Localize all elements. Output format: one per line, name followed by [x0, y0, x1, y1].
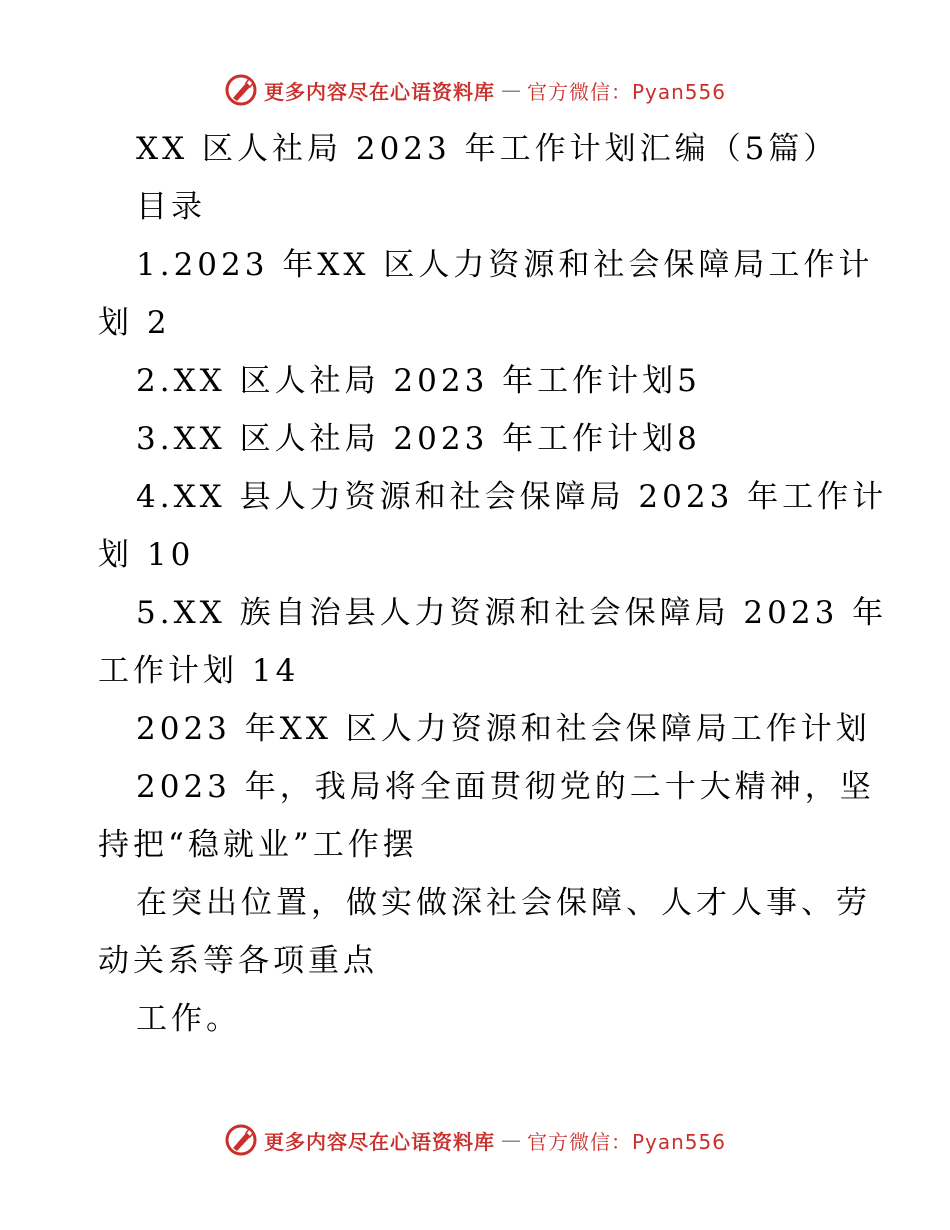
text-line: 3.XX 区人社局 2023 年工作计划8	[136, 421, 701, 457]
banner-wechat: 官方微信：Pyan556	[526, 79, 726, 104]
text-line: 持把“稳就业”工作摆	[98, 827, 418, 863]
banner-dash: —	[500, 1128, 521, 1152]
text-line: 目录	[136, 189, 206, 225]
text-line: 在突出位置，做实做深社会保障、人才人事、劳	[136, 885, 871, 921]
text-line: 2023 年XX 区人力资源和社会保障局工作计划	[136, 711, 871, 747]
text-line: 2023 年，我局将全面贯彻党的二十大精神，坚	[136, 769, 875, 805]
text-line: 划 2	[98, 305, 171, 341]
text-line: 2.XX 区人社局 2023 年工作计划5	[136, 363, 701, 399]
banner-dash: —	[500, 78, 521, 102]
banner-wechat: 官方微信：Pyan556	[526, 1129, 726, 1154]
banner-text: 更多内容尽在心语资料库	[263, 79, 495, 104]
pen-logo-icon	[224, 73, 258, 107]
banner-text: 更多内容尽在心语资料库	[263, 1129, 495, 1154]
pen-logo-icon	[224, 1123, 258, 1157]
text-line: 动关系等各项重点	[98, 943, 378, 979]
text-line: 工作。	[136, 1001, 241, 1037]
text-line: 1.2023 年XX 区人力资源和社会保障局工作计	[136, 247, 874, 283]
header-banner	[0, 70, 950, 110]
text-line: 工作计划 14	[98, 653, 300, 689]
text-line: 5.XX 族自治县人力资源和社会保障局 2023 年	[136, 595, 888, 631]
document-body	[98, 120, 888, 1048]
footer-banner	[0, 1120, 950, 1160]
text-line: XX 区人社局 2023 年工作计划汇编（5篇）	[136, 131, 839, 167]
text-line: 4.XX 县人力资源和社会保障局 2023 年工作计	[136, 479, 888, 515]
text-line: 划 10	[98, 537, 195, 573]
